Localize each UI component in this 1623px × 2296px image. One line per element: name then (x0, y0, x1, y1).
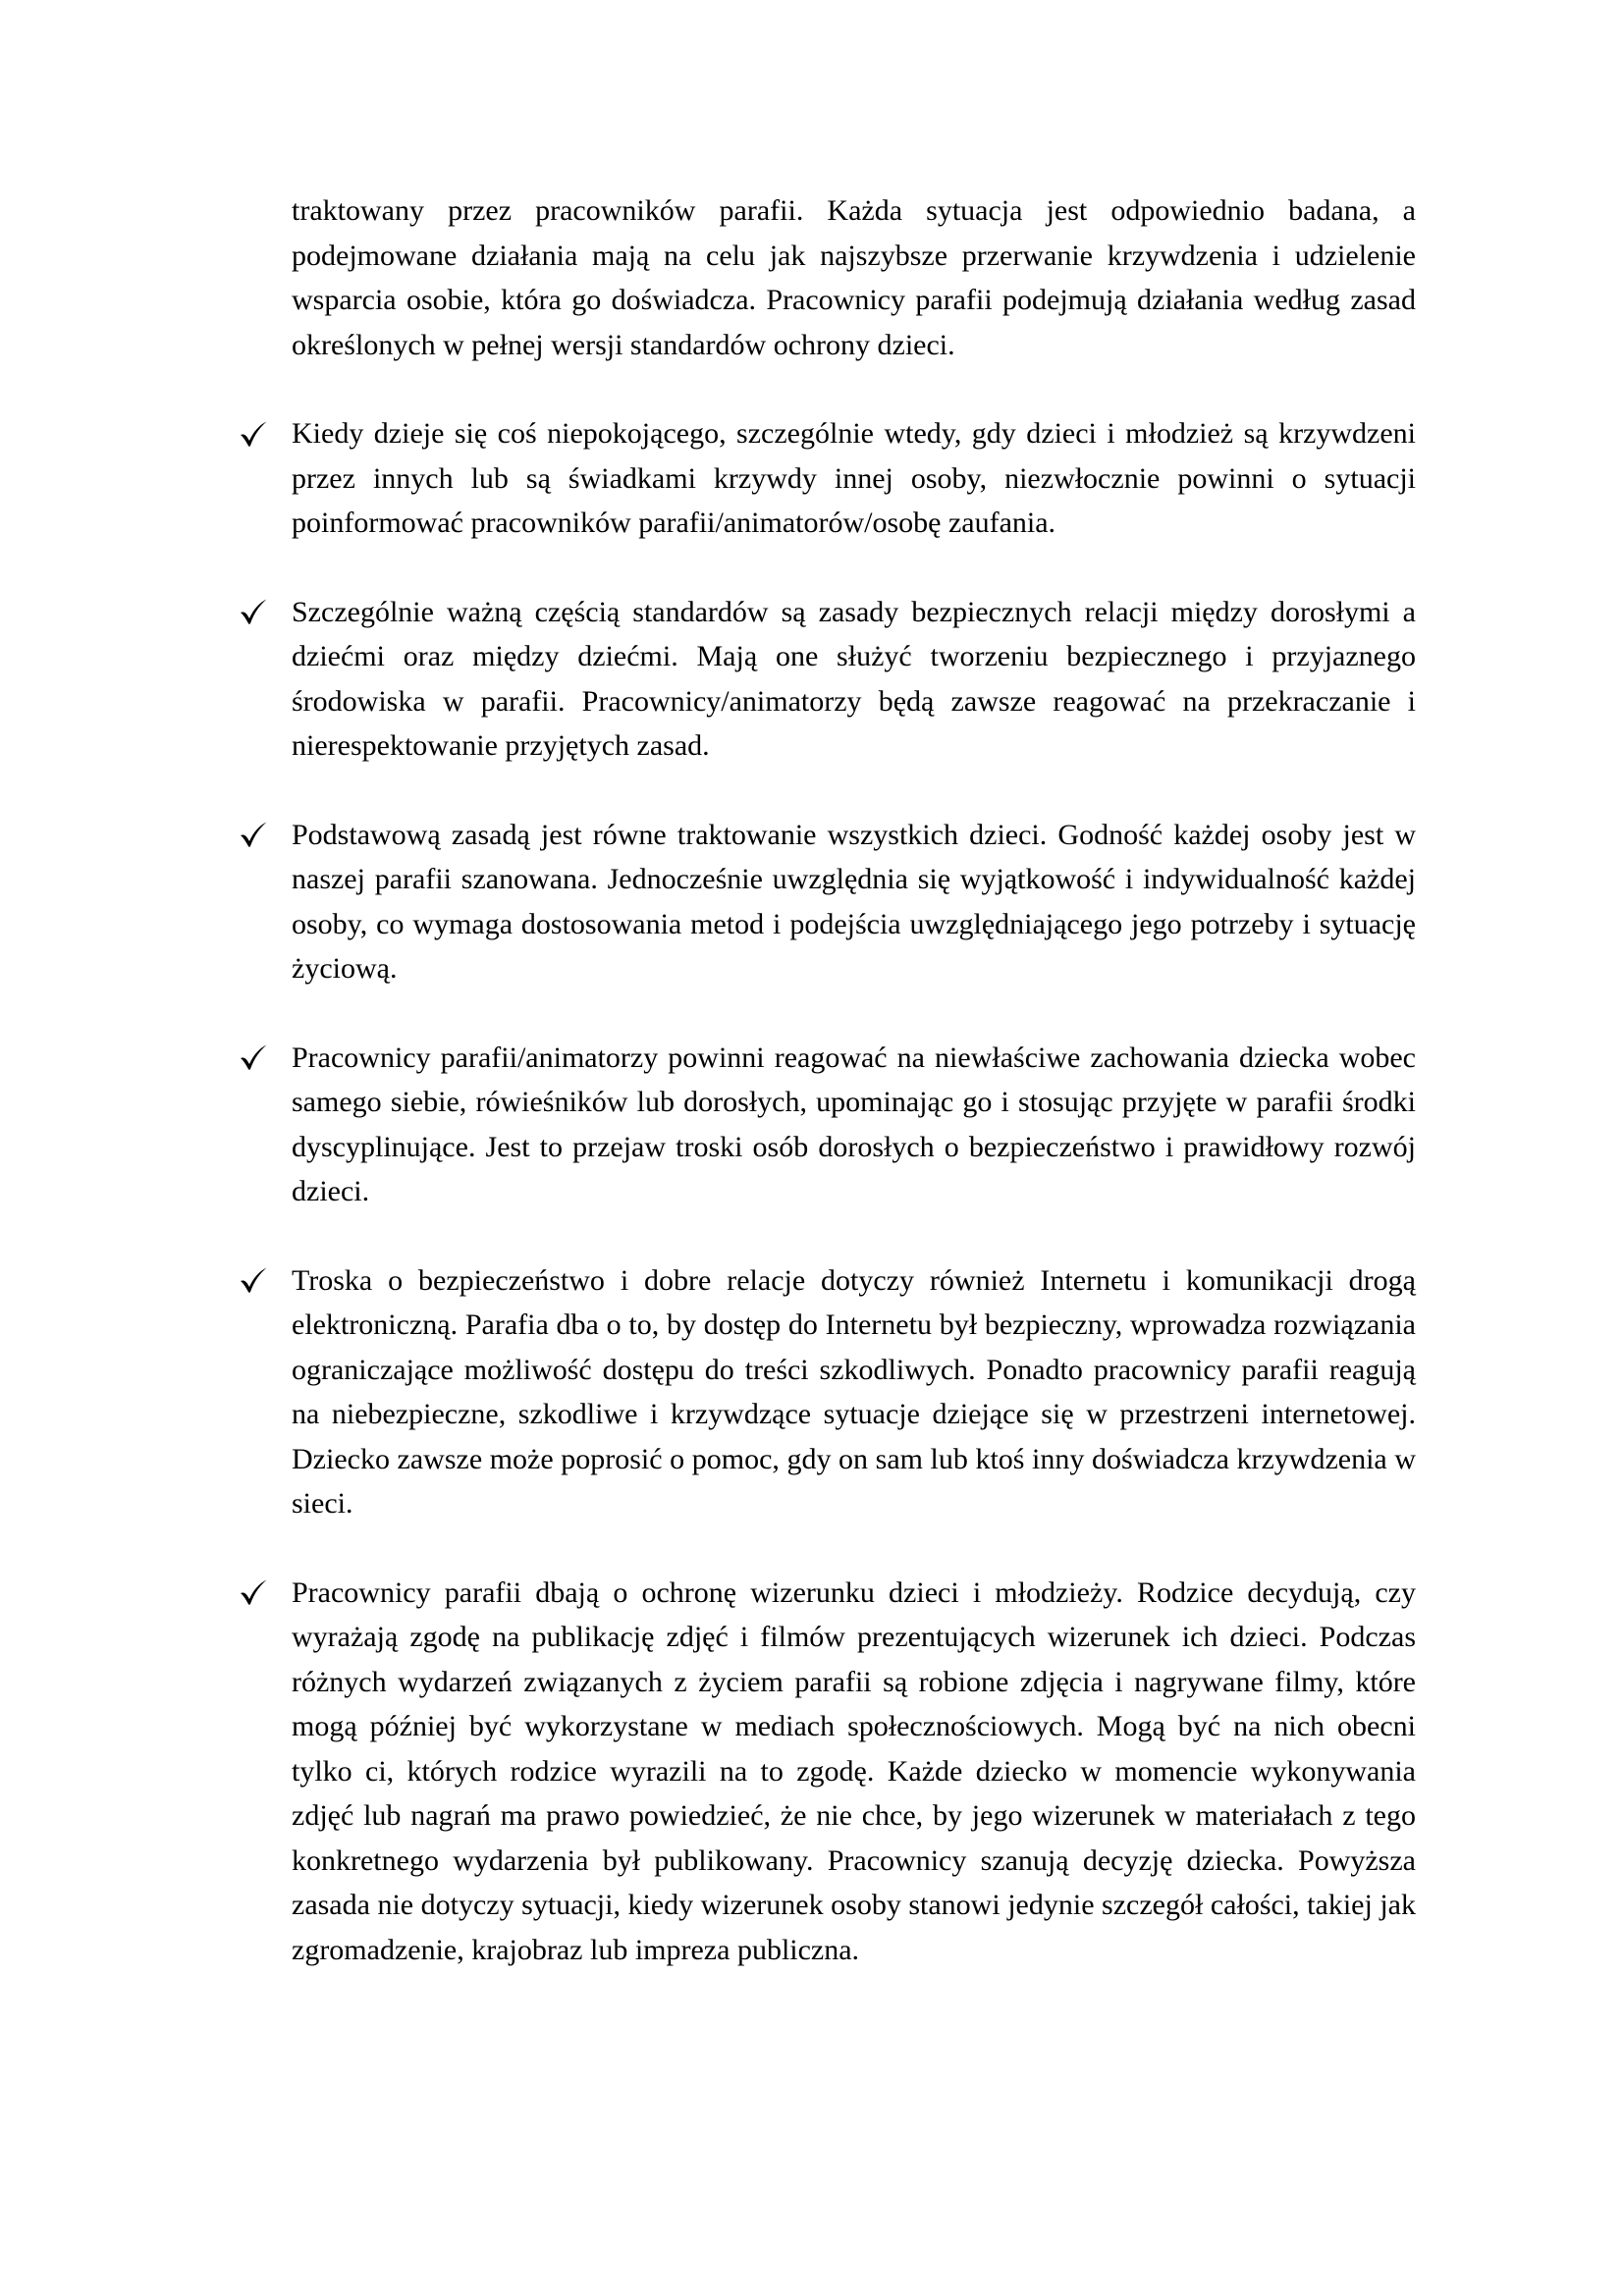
check-mark-icon (239, 1571, 272, 1615)
list-item (292, 1258, 1416, 1526)
list-item-text: Kiedy dzieje się coś niepokojącego, szczególnie wtedy, gdy dzieci i młodzież są krzywdzeni przez innych lub są świadkami krzywdy innej osoby, niezwłocznie powinni o sytuacji poinformować pracowników parafii/animatorów/osobę zaufania. (292, 417, 1416, 539)
list-item (292, 411, 1416, 546)
list-item (292, 590, 1416, 769)
list-item (292, 813, 1416, 991)
check-mark-icon (239, 590, 272, 634)
list-item-text: Podstawową zasadą jest równe traktowanie wszystkich dzieci. Godność każdej osoby jest w naszej parafii szanowana. Jednocześnie uwzględnia się wyjątkowość i indywidualność każdej osoby, co wymaga dostosowania metod i podejścia uwzględniającego jego potrzeby i sytuację życiową. (292, 818, 1416, 985)
principles-list (292, 411, 1416, 1972)
document-body (292, 188, 1416, 1972)
check-mark-icon (239, 411, 272, 455)
list-item (292, 1571, 1416, 1973)
check-mark-icon (239, 1036, 272, 1080)
list-item (292, 1036, 1416, 1214)
list-item-text: Pracownicy parafii dbają o ochronę wizerunku dzieci i młodzieży. Rodzice decydują, czy wyrażają zgodę na publikację zdjęć i filmów prezentujących wizerunek ich dzieci. Podczas różnych wydarzeń związanych z życiem parafii są robione zdjęcia i nagrywane filmy, które mogą później być wykorzystane w mediach społecznościowych. Mogą być na nich obecni tylko ci, których rodzice wyrazili na to zgodę. Każde dziecko w momencie wykonywania zdjęć lub nagrań ma prawo powiedzieć, że nie chce, by jego wizerunek w materiałach z tego konkretnego wydarzenia był publikowany. Pracownicy szanują decyzję dziecka. Powyższa zasada nie dotyczy sytuacji, kiedy wizerunek osoby stanowi jedynie szczegół całości, takiej jak zgromadzenie, krajobraz lub impreza publiczna. (292, 1575, 1416, 1966)
list-item-text: Pracownicy parafii/animatorzy powinni reagować na niewłaściwe zachowania dziecka wobec samego siebie, rówieśników lub dorosłych, upominając go i stosując przyjęte w parafii środki dyscyplinujące. Jest to przejaw troski osób dorosłych o bezpieczeństwo i prawidłowy rozwój dzieci. (292, 1041, 1416, 1207)
check-mark-icon (239, 1258, 272, 1303)
intro-paragraph: traktowany przez pracowników parafii. Każda sytuacja jest odpowiednio badana, a podejmowane działania mają na celu jak najszybsze przerwanie krzywdzenia i udzielenie wsparcia osobie, która go doświadcza. Pracownicy parafii podejmują działania według zasad określonych w pełnej wersji standardów ochrony dzieci. (292, 194, 1416, 361)
list-item-text: Troska o bezpieczeństwo i dobre relacje dotyczy również Internetu i komunikacji drogą elektroniczną. Parafia dba o to, by dostęp do Internetu był bezpieczny, wprowadza rozwiązania ograniczające możliwość dostępu do treści szkodliwych. Ponadto pracownicy parafii reagują na niebezpieczne, szkodliwe i krzywdzące sytuacje dziejące się w przestrzeni internetowej. Dziecko zawsze może poprosić o pomoc, gdy on sam lub ktoś inny doświadcza krzywdzenia w sieci. (292, 1263, 1416, 1520)
list-item-text: Szczególnie ważną częścią standardów są zasady bezpiecznych relacji między dorosłymi a dziećmi oraz między dziećmi. Mają one służyć tworzeniu bezpiecznego i przyjaznego środowiska w parafii. Pracownicy/animatorzy będą zawsze reagować na przekraczanie i nierespektowanie przyjętych zasad. (292, 595, 1416, 762)
check-mark-icon (239, 813, 272, 857)
